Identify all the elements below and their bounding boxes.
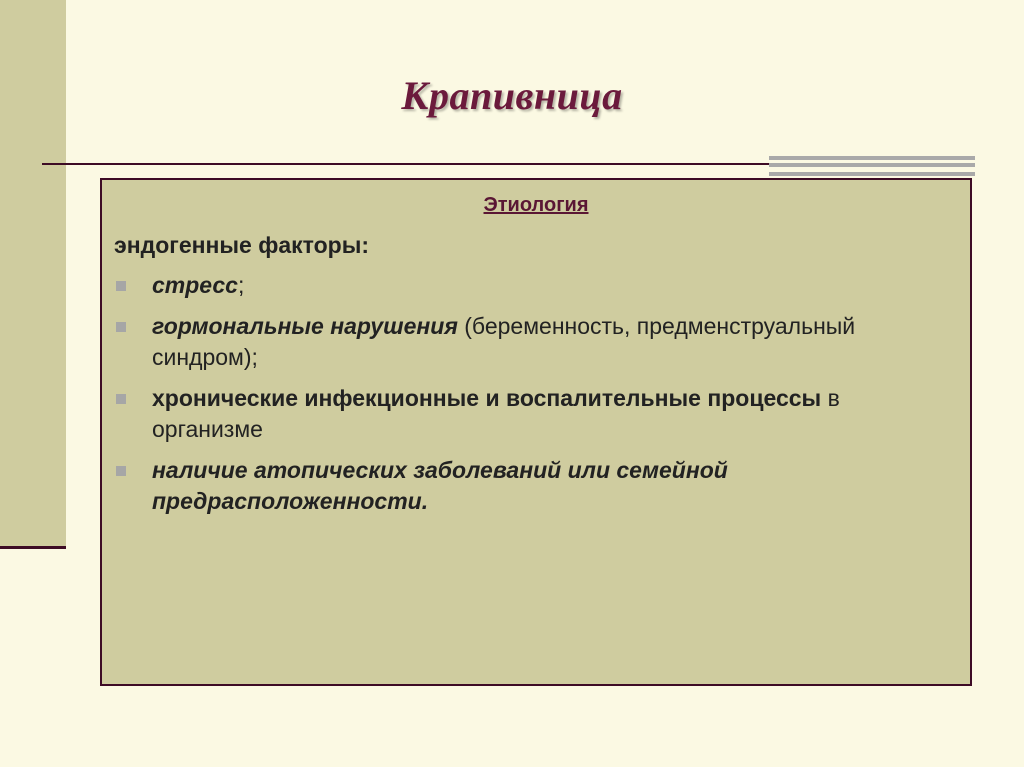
intro-text: эндогенные факторы: bbox=[114, 232, 370, 258]
left-decor-rule bbox=[0, 546, 66, 549]
decor-gray-bar bbox=[769, 163, 975, 167]
list-item bbox=[112, 383, 952, 445]
bullet-list bbox=[112, 270, 952, 527]
bullet-emphasis: гормональные нарушения bbox=[152, 313, 458, 339]
bullet-emphasis: наличие атопических заболеваний или семейной предрасположенности. bbox=[152, 457, 728, 514]
decor-gray-bar bbox=[769, 156, 975, 160]
bullet-emphasis: хронические инфекционные и воспалительные процессы bbox=[152, 385, 822, 411]
list-item bbox=[112, 270, 952, 301]
slide-title: Крапивница bbox=[401, 73, 623, 118]
bullet-text: в организме bbox=[152, 385, 840, 442]
square-bullet-icon bbox=[116, 394, 126, 404]
bullet-text: ; bbox=[237, 272, 245, 298]
bullet-emphasis: стресс bbox=[152, 272, 238, 298]
decor-gray-bar bbox=[769, 172, 975, 176]
content-panel bbox=[100, 178, 972, 686]
list-item bbox=[112, 311, 952, 373]
bullet-text: (беременность, предменструальный синдром); bbox=[152, 313, 856, 370]
section-heading: Этиология bbox=[483, 194, 589, 216]
square-bullet-icon bbox=[116, 322, 126, 332]
square-bullet-icon bbox=[116, 281, 126, 291]
title-divider bbox=[42, 163, 769, 165]
list-item bbox=[112, 455, 952, 517]
square-bullet-icon bbox=[116, 466, 126, 476]
